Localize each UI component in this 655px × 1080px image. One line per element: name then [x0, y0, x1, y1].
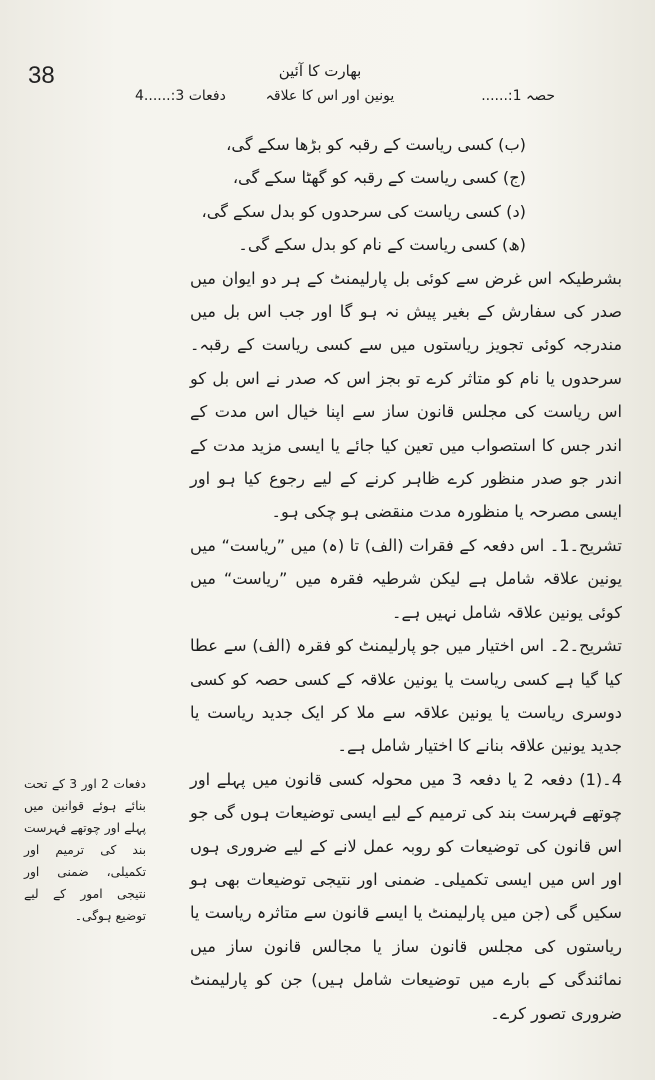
margin-note: دفعات 2 اور 3 کے تحت بنائے ہوئے قوانین میں پہلے اور چوتھے فہرست بند کی ترمیم اور تکمیلی، ضمنی اور نتیجی امور کے لیے توضیع ہوگی۔ [24, 777, 146, 923]
header-sections: دفعات 3:......4 [135, 88, 226, 104]
explanation-1: تشریح۔1۔ اس دفعہ کے فقرات (الف) تا (ہ) میں ”ریاست“ میں یونین علاقہ شامل ہے لیکن شرطیہ فقرہ میں ”ریاست“ میں کوئی یونین علاقہ شامل نہیں ہے۔ [190, 535, 622, 622]
header-subject: یونین اور اس کا علاقہ [265, 88, 395, 104]
page-number: 38 [28, 62, 55, 89]
header-part: حصہ 1:...... [481, 88, 555, 104]
main-text [190, 128, 622, 1030]
running-title: بھارت کا آئین [278, 62, 362, 80]
section-4-paragraph: 4۔(1) دفعہ 2 یا دفعہ 3 میں محولہ کسی قانون میں پہلے اور چوتھے فہرست بند کی ترمیم کے لیے ایسی توضیعات ہوں گی جو اس قانون کی توضیعات کو روبہ عمل لانے کے لیے ضروری ہوں اور اس میں ایسی تکمیلی۔ ضمنی اور نتیجی توضیعات بھی ہو سکیں گی (جن میں پارلیمنٹ یا ایسے قانون سے متاثرہ ریاست یا ریاستوں کی مجلس قانون ساز یا مجالس قانون ساز میں نمائندگی کے بارے میں توضیعات شامل ہیں) جن کو پارلیمنٹ ضروری تصور کرے۔ [190, 769, 622, 1023]
clause-h: (ھ) کسی ریاست کے نام کو بدل سکے گی۔ [238, 235, 526, 255]
clause-b: (ب) کسی ریاست کے رقبہ کو بڑھا سکے گی، [226, 135, 526, 154]
proviso-paragraph: بشرطیکہ اس غرض سے کوئی بل پارلیمنٹ کے ہر دو ایوان میں صدر کی سفارش کے بغیر پیش نہ ہو گا اور جب اس بل میں مندرجہ کوئی تجویز ریاستوں میں سے کسی ریاست کے رقبہ۔ سرحدوں یا نام کو متاثر کرے تو بجز اس کہ صدر نے اس بل کو اس ریاست کی مجلس قانون ساز سے اپنا خیال اس مدت کے اندر جس کا استصواب میں تعین کیا جائے یا ایسی مزید مدت کے اندر جو صدر منظور کرے ظاہر کرنے کے لیے رجوع کیا ہو اور ایسی مصرحہ یا منظورہ مدت منقضی ہو چکی ہو۔ [190, 268, 622, 522]
clause-d: (د) کسی ریاست کی سرحدوں کو بدل سکے گی، [201, 201, 526, 221]
explanation-2: تشریح۔2۔ اس اختیار میں جو پارلیمنٹ کو فقرہ (الف) سے عطا کیا گیا ہے کسی ریاست یا یونین علاقہ کے کسی حصہ کو کسی دوسری ریاست یا یونین علاقہ سے ملا کر ایک جدید ریاست یا جدید یونین علاقہ بنانے کا اختیار شامل ہے۔ [190, 636, 622, 756]
clause-j: (ج) کسی ریاست کے رقبہ کو گھٹا سکے گی، [232, 168, 526, 188]
